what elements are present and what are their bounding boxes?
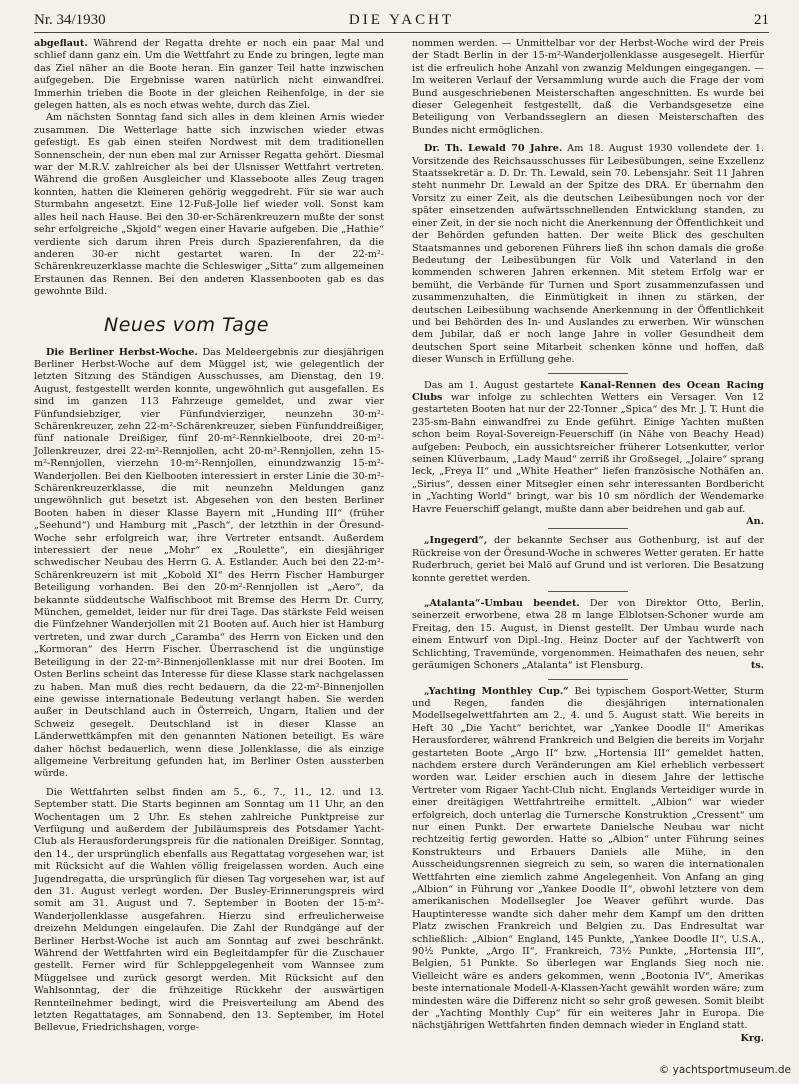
divider (548, 373, 628, 374)
herbst-woche-paragraph (34, 347, 384, 781)
lewald-heading: Dr. Th. Lewald 70 Jahre. (424, 143, 563, 155)
atalanta-paragraph (412, 598, 764, 672)
section-title: Neues vom Tage (104, 313, 269, 336)
page-number: 21 (754, 12, 769, 28)
atalanta-signature: ts. (750, 660, 764, 672)
kanal-rennen-signature: An. (746, 516, 764, 528)
regatta-paragraph (34, 38, 384, 112)
lewald-paragraph (412, 143, 764, 366)
herbst-woche-text: Das Meldeergebnis zur diesjährigen Berliner Herbst-Woche auf dem Müggel ist, wie gelegentlich der letzten Sitzung des Ständigen Ausschusses, am Dienstag, den 19. August, festgestellt werden konnte, ungewöhnlich gut ausgefallen. Es sind im ganzen 113 Fahrzeuge gemeldet, und zwar vier Fünfundsiebziger, vier Fünfundvierziger, neunzehn 30-m²-Schärenkreuzer, zehn 22-m²-Schärenkreuzer, sieben Fünfunddreißiger, fünf nationale Dreißiger, fünf 20-m²-Rennkielboote, drei 20-m²-Jollenkreuzer, drei 22-m²-Rennjollen, acht 20-m²-Rennjollen, zehn 15-m²-Rennjollen, vierzehn 10-m²-Rennjollen, einundzwanzig 15-m²-Wanderjollen. Bei den Kielbooten interessiert in erster Linie die 30-m²-Schärenkreuzerklasse, die mit neunzehn Meldungen ganz ungewöhnlich gut besetzt ist. Abgesehen von den besten Berliner Booten haben in dieser Klasse Bayern mit „Hunding III“ (früher „Seehund“) und Hamburg mit „Pasch“, der letzthin in der Öresund-Woche sehr erfolgreich war, ihre Vertreter entsandt. Außerdem interessiert der neue „Mohr“ ex „Roulette“, ein diesjähriger schwedischer Neubau des Herrn G. A. Estlander. Auch bei den 22-m²-Schärenkreuzern ist mit „Kobold XI“ des Herrn Fischer Hamburger Beteiligung vorhanden. Bei den 20-m²-Rennjollen ist „Aero“, da bekannte süddeutsche Walfischboot mit Bremse des Herrn Dr. Curry, München, gemeldet, leider nur für drei Tage. Das stärkste Feld weisen die Fünfzehner Wanderjollen mit 21 Booten auf. Auch hier ist Hamburg vertreten, und zwar durch „Caramba“ des Herrn von Eicken und den „Kormoran“ des Herrn Fischer. Überraschend ist die ungünstige Beteiligung in der 22-m²-Binnenjollenklasse mit nur drei Booten. Im Osten Berlins scheint das Interesse für diese Klasse stark nachgelassen zu haben. Man muß dies recht bedauern, da die 22-m²-Binnenjollen eine gewisse internationale Bedeutung verlangt haben. Sie werden außer in Deutschland auch in Österreich, Ungarn, Italien und der Schweiz gesegelt. Deutschland ist in dieser Klasse an Länderwettkämpfen mit den genannten Nationen beteiligt. Es wäre daher höchst bedauerlich, wenn diese Jollenklasse, die als einzige allgemeine Verbreitung gefunden hat, im Berliner Osten aussterben würde. (34, 346, 384, 780)
right-column (412, 38, 764, 1045)
kanal-rennen-heading: Kanal-Rennen des Ocean Racing Clubs (412, 379, 764, 403)
atalanta-heading: „Atalanta“-Umbau beendet. (424, 598, 580, 610)
issue-number: Nr. 34/1930 (34, 12, 106, 28)
monthly-cup-text: Bei typischem Gosport-Wetter, Sturm und Regen, fanden die diesjährigen internationalen Modellsegelwettfahrten am 2., 4. und 5. August statt. Wie bereits in Heft 30 „Die Yacht“ berichtet, war „Yankee Doodle II“ Amerikas Herausforderer, während Frankreich und Belgien die bereits im Vorjahr gestarteten Boote „Argo II“ bzw. „Hortensia III“ gemeldet hatten, nachdem erstere durch Veränderungen am Kiel erheblich verbessert worden war. Leider erschien auch in diesem Jahre der lettische Vertreter vom Rigaer Yacht-Club nicht. Englands Verteidiger wurde in einer dreitägigen Wettfahrtreihe ermittelt. „Albion“ war wieder erfolgreich, doch unterlag die Turnersche Konstruktion „Cressent“ um nur einen Punkt. Der erwartete Danielsche Neubau war nicht rechtzeitig fertig geworden. Hatte so „Albion“ unter Führung seines Konstrukteurs und Erbauers Daniels alle Mühe, in den Ausscheidungsrennen siegreich zu sein, so waren die internationalen Wettfahrten eine ziemlich zahme Angelegenheit. Von Anfang an ging „Albion“ in Führung vor „Yankee Doodle II“, obwohl letztere von dem amerikanischen Modellsegler Joe Weaver geführt wurde. Das Hauptinteresse wandte sich daher mehr dem Kampf um den dritten Platz zwischen Frankreich und Belgien zu. Das Endresultat war schließlich: „Albion“ England, 145 Punkte, „Yankee Doodle II“, U.S.A., 90½ Punkte, „Argo II“, Frankreich, 73½ Punkte, „Hortensia III“, Belgien, 51 Punkte. So überlegen war Englands Sieg noch nie. Vielleicht wäre es anders gekommen, wenn „Bootonia IV“, Amerikas beste internationale Modell-A-Klassen-Yacht gewählt worden wäre; zum mindesten wäre die Differenz nicht so sehr groß gewesen. Somit bleibt der „Yachting Monthly Cup“ für ein weiteres Jahr in Europa. Die nächstjährigen Wettfahrten finden demnach wieder in England statt. (412, 685, 764, 1032)
ingegerd-heading: „Ingegerd“, (424, 535, 488, 547)
left-column (34, 38, 384, 1035)
continued-paragraph: nommen werden. — Unmittelbar vor der Herbst-Woche wird der Preis der Stadt Berlin in der 15-m²-Wanderjollenklasse ausgesegelt. Hierfür ist die erfreulich hohe Anzahl von zwanzig Meldungen eingegangen. — Im weiteren Verlauf der Versammlung wurde auch die Frage der vom Bund ausgeschriebenen Meisterschaften angeschnitten. Es wurde bei dieser Gelegenheit festgestellt, daß die Verbandsgesetze eine Beteiligung von Verbandsseglern an diesen Meisterschaften des Bundes nicht ermöglichen. (412, 38, 764, 136)
regatta-text: Während der Regatta drehte er noch ein paar Mal und schlief dann ganz ein. Um die Wettfahrt zu Ende zu bringen, legte man das Ziel näher an die Boote heran. Ein ganzer Teil hatte inzwischen aufgegeben. Die Ergebnisse waren natürlich nicht einwandfrei. Immerhin trieben die Boote in der gleichen Reihenfolge, in der sie gelegen hatten, als es noch etwas wehte, durch das Ziel. (34, 38, 384, 112)
kanal-rennen-text: war infolge zu schlechten Wetters ein Versager. Von 12 gestarteten Booten hat nur der 22-Tonner „Spica“ des Mr. J. T. Hunt die 235-sm-Bahn einwandfrei zu Ende geführt. Einige Yachten mußten schon beim Royal-Sovereign-Feuerschiff (in Nähe von Beachy Head) aufgeben: Peuboch, ein aussichtsreicher früherer Lotsenkutter, verlor seinen Klüverbaum, „Lady Maud“ zerriß ihr Großsegel, „Jolaire“ sprang leck, „Freya II“ und „White Heather“ liefen französische Nothäfen an. „Sirius“, dessen einer Mitsegler einen sehr interessanten Bordbericht in „Yachting World“ bringt, war bis 10 sm nördlich der Wendemarke Havre Feuerschiff gelangt, mußte dann aber beidrehen und gab auf. (412, 391, 764, 515)
monthly-cup-signature: Krg. (740, 1032, 764, 1044)
monthly-cup-heading: „Yachting Monthley Cup.“ (424, 685, 569, 697)
magazine-title: DIE YACHT (348, 12, 455, 28)
page-header (34, 10, 769, 33)
regatta-lead: abgeflaut. (34, 38, 88, 49)
divider (548, 679, 628, 680)
ingegerd-text: der bekannte Sechser aus Gothenburg, ist auf der Rückreise von der Öresund-Woche in schweres Wetter geraten. Er hatte Ruderbruch, geriet bei Malö auf Grund und ist verloren. Die Besatzung konnte gerettet werden. (412, 535, 764, 584)
wettfahrten-paragraph: Die Wettfahrten selbst finden am 5., 6., 7., 11., 12. und 13. September statt. Die Starts beginnen am Sonntag um 11 Uhr, an den Wochentagen um 2 Uhr. Es stehen zahlreiche Punktpreise zur Verfügung und außerdem der Jubiläumspreis des Potsdamer Yacht-Club als Herausforderungspreis für die nationalen Dreißiger. Sonntag, den 14., der ursprünglich ebenfalls aus Regattatag vorgesehen war, ist mit Rücksicht auf die Wahlen völlig freigelassen worden. Auch eine Jugendregatta, die ursprünglich für diesen Tag vorgesehen war, ist auf den 31. August verlegt worden. Der Busley-Erinnerungspreis wird somit am 31. August und 7. September in Booten der 15-m²-Wanderjollenklasse ausgefahren. Hierzu sind erfreulicherweise dreizehn Meldungen eingelaufen. Die Zahl der Rundgänge auf der Berliner Herbst-Woche ist auch am Sonntag auf zwei beschränkt. Während der Wettfahrten wird ein Begleitdampfer für die Zuschauer gestellt. Ferner wird für Schleppgelegenheit vom Wannsee zum Müggelsee und zurück gesorgt werden. Mit Rücksicht auf den Wahlsonntag, der die frühzeitige Rückkehr der auswärtigen Rennteilnehmer bedingt, wird die Preisverteilung am Abend des letzten Regattatages, am Sonnabend, den 13. September, im Hotel Bellevue, Friedrichshagen, vorge- (34, 786, 384, 1034)
ingegerd-paragraph (412, 535, 764, 585)
watermark: © yachtsportmuseum.de (658, 1064, 791, 1076)
arnis-paragraph: Am nächsten Sonntag fand sich alles in dem kleinen Arnis wieder zusammen. Die Wetterlage hatte sich inzwischen wieder etwas gefestigt. Es gab einen steifen Nordwest mit dem traditionellen Sonnenschein, der nun eben mal zur Arnisser Regatta gehört. Diesmal war der M.R.V. zahlreicher als bei der Ulsnisser Wettfahrt vertreten. Während die großen Ausgleicher und Klasseboote alles Zeug tragen konnten, hatten die Kleineren gehörig weggedreht. Für sie war auch Sturmbahn angesetzt. Eine 12-Fuß-Jolle lief wieder voll. Sonst kam alles heil nach Hause. Bei den 30-er-Schärenkreuzern mußte der sonst sehr erfolgreiche „Skjold“ wegen einer Havarie aufgeben. Die „Hathie“ verdiente sich darum ihren Preis durch Spazierenfahren, da die anderen 30-er nicht gestartet waren. In der 22-m²-Schärenkreuzerklasse machte die Schleswiger „Sitta“ zum allgemeinen Erstaunen das Rennen. Bei den anderen Klassenbooten gab es das gewohnte Bild. (34, 112, 384, 298)
herbst-woche-heading: Die Berliner Herbst-Woche. (46, 346, 198, 358)
divider (548, 528, 628, 529)
divider (548, 591, 628, 592)
lewald-text: Am 18. August 1930 vollendete der 1. Vorsitzende des Reichsausschusses für Leibesübungen, seine Exzellenz Staatssekretär a. D. Dr. Th. Lewald, sein 70. Lebensjahr. Seit 11 Jahren steht nunmehr Dr. Lewald an der Spitze des DRA. Er übernahm den Vorsitz zu einer Zeit, als die deutschen Leibesübungen noch vor der später einsetzenden aufwärtsschnellenden Entwicklung standen, zu einer Zeit, in der sie noch nicht die Anerkennung der Öffentlichkeit und der Behörden gefunden hatten. Der weite Blick des geschulten Staatsmannes und geborenen Führers ließ ihn schon damals die große Bedeutung der Leibesübungen für Volk und Vaterland in den kommenden schweren Jahren erkennen. Mit stetem Erfolg war er bemüht, die Verbände für Turnen und Sport zusammenzufassen und zusammenzuhalten, die Einmütigkeit in ihnen zu stärken, der deutschen Leibesübung wachsende Anerkennung in der Öffentlichkeit und bei Behörden des In- und Auslandes zu erwerben. Wir wünschen dem Jubilar, daß er noch lange Jahre in voller Gesundheit dem deutschen Sport seine Mitarbeit schenken könne und hoffen, daß dieser Wunsch in Erfüllung gehe. (412, 143, 764, 366)
kanal-rennen-intro: Das am 1. August gestartete (424, 379, 580, 391)
monthly-cup-paragraph (412, 685, 764, 1044)
kanal-rennen-paragraph (412, 379, 764, 528)
atalanta-text: Der von Direktor Otto, Berlin, seinerzeit erworbene, etwa 28 m lange Elblotsen-Schoner wurde am Freitag, den 15. August, in Dienst gestellt. Der Umbau wurde nach einem Entwurf von Dipl.-Ing. Heinz Docter auf der Yachtwerft von Schlichting, Travemünde, vorgenommen. Heimathafen des neuen, sehr geräumigen Schoners „Atalanta“ ist Flensburg. (412, 598, 764, 672)
